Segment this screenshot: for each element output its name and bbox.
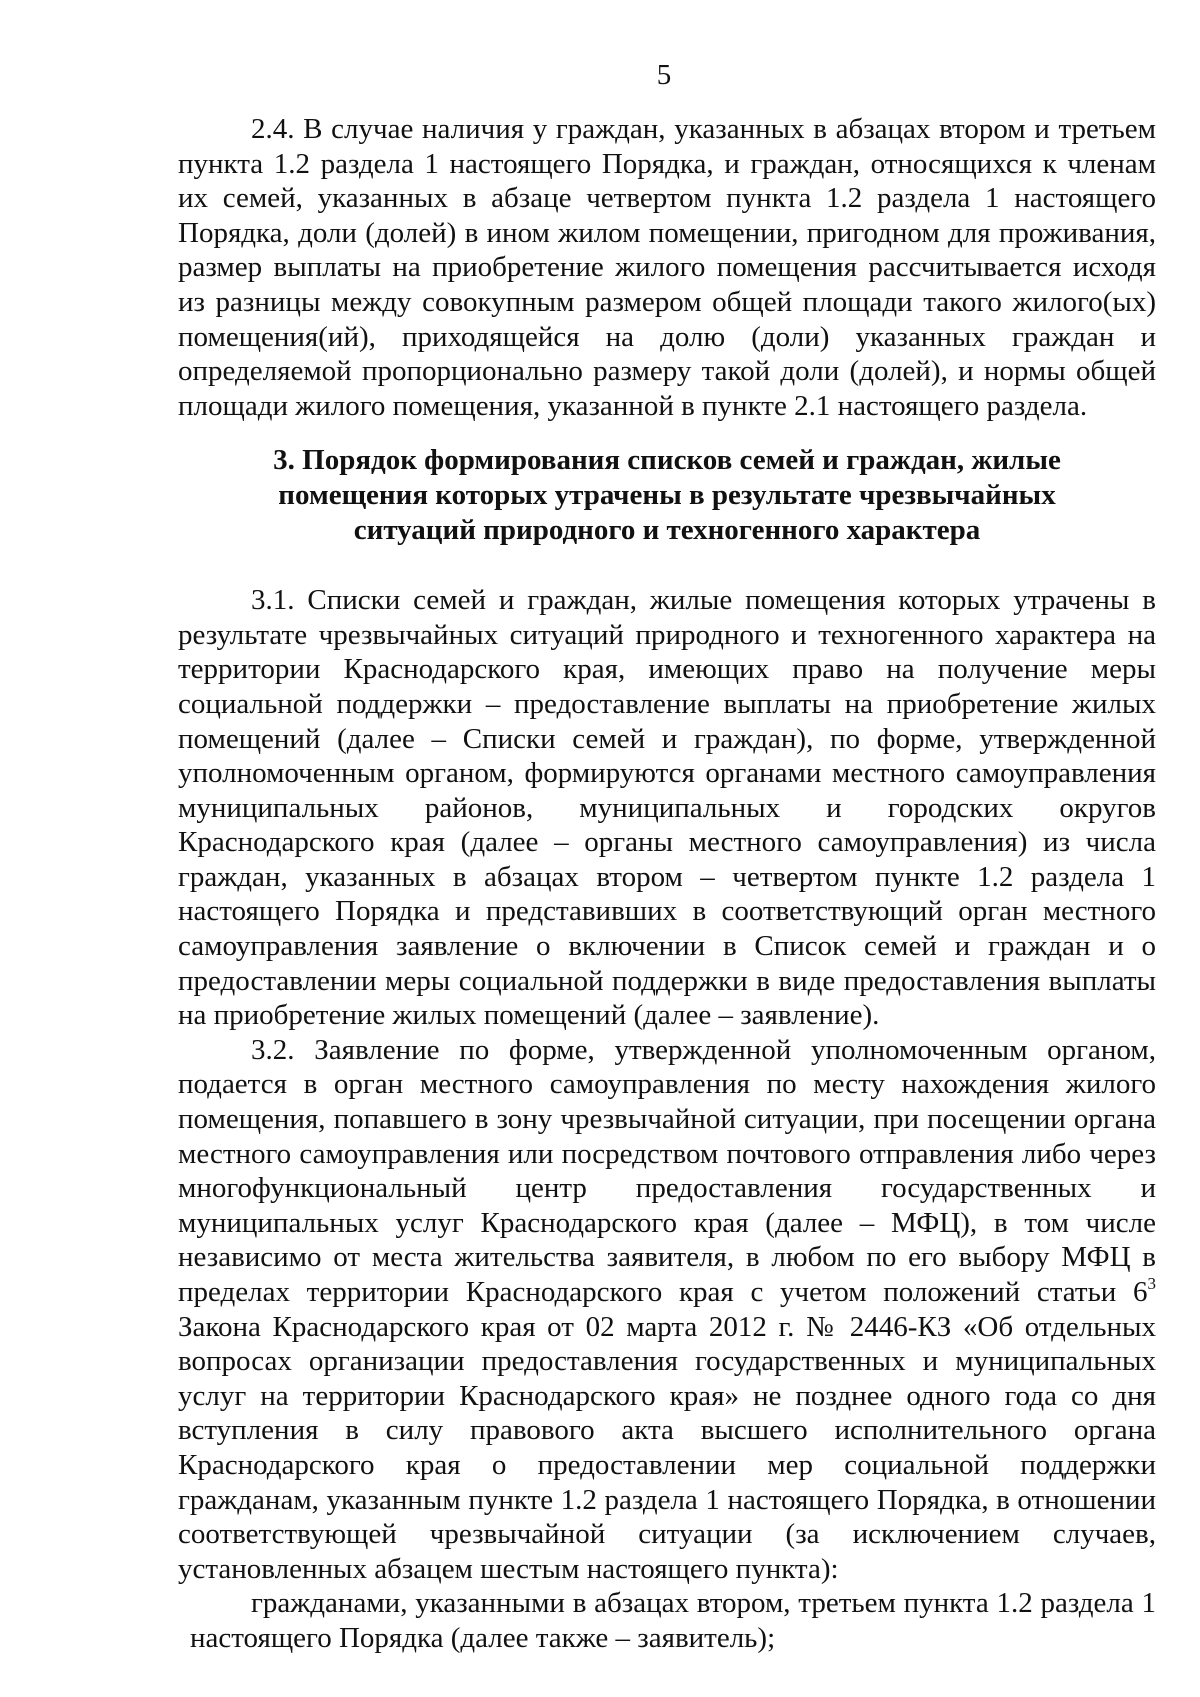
section-3-heading-line: помещения которых утрачены в результате чрезвычайных [278,478,1056,511]
article-superscript: 3 [1147,1274,1156,1293]
paragraph-3-2-text-end: Закона Краснодарского края от 02 марта 2012 г. № 2446-КЗ «Об отдельных вопросах организации предоставления государственных и муниципальных услуг на территории Краснодарского края» не позднее одного года со дня вступления в силу правового акта высшего исполнительного органа Краснодарского края о предоставлении мер социальной поддержки гражданам, указанным пункте 1.2 раздела 1 настоящего Порядка, в отношении соответствующей чрезвычайной ситуации (за исключением случаев, установленных абзацем шестым настоящего пункта): [178,1310,1156,1585]
section-3-heading-line: 3. Порядок формирования списков семей и граждан, жилые [273,444,1061,477]
paragraph-3-1: 3.1. Списки семей и граждан, жилые помещения которых утрачены в результате чрезвычайных ситуаций природного и техногенного характера на территории Краснодарского края, имеющих право на получение меры социальной поддержки – предоставление выплаты на приобретение жилых помещений (далее – Списки семей и граждан), по форме, утвержденной уполномоченным органом, формируются органами местного самоуправления муниципальных районов, муниципальных и городских округов Краснодарского края (далее – органы местного самоуправления) из числа граждан, указанных в абзацах втором – четвертом пункте 1.2 раздела 1 настоящего Порядка и представивших в соответствующий орган местного самоуправления заявление о включении в Список семей и граждан и о предоставлении меры социальной поддержки в виде предоставления выплаты на приобретение жилых помещений (далее – заявление). [178,584,1156,1032]
paragraph-3-2-text-start: 3.2. Заявление по форме, утвержденной уполномоченным органом, подается в орган местного самоуправления по месту нахождения жилого помещения, попавшего в зону чрезвычайной ситуации, при посещении органа местного самоуправления или посредством почтового отправления либо через многофункциональный центр предоставления государственных и муниципальных услуг Краснодарского края (далее – МФЦ), в том числе независимо от места жительства заявителя, в любом по его выбору МФЦ в пределах территории Краснодарского края с учетом положений статьи 6 [178,1033,1156,1308]
paragraph-2-4: 2.4. В случае наличия у граждан, указанных в абзацах втором и третьем пункта 1.2 раздела 1 настоящего Порядка, и граждан, относящихся к членам их семей, указанных в абзаце четвертом пункта 1.2 раздела 1 настоящего Порядка, доли (долей) в ином жилом помещении, пригодном для проживания, размер выплаты на приобретение жилого помещения рассчитывается исходя из разницы между совокупным размером общей площади такого жилого(ых) помещения(ий), приходящейся на долю (доли) указанных граждан и определяемой пропорционально размеру такой доли (долей), и нормы общей площади жилого помещения, указанной в пункте 2.1 настоящего раздела. [178,113,1156,422]
paragraph-citizens: гражданами, указанными в абзацах втором, третьем пункта 1.2 раздела 1 настоящего Порядка (далее также – заявитель); [190,1587,1156,1654]
document-body [178,112,1156,1656]
page-number: 5 [656,59,672,91]
paragraph-3-2 [178,1033,1156,1587]
section-3-heading-line: ситуаций природного и техногенного характера [353,513,981,546]
section-3-heading [178,443,1156,547]
